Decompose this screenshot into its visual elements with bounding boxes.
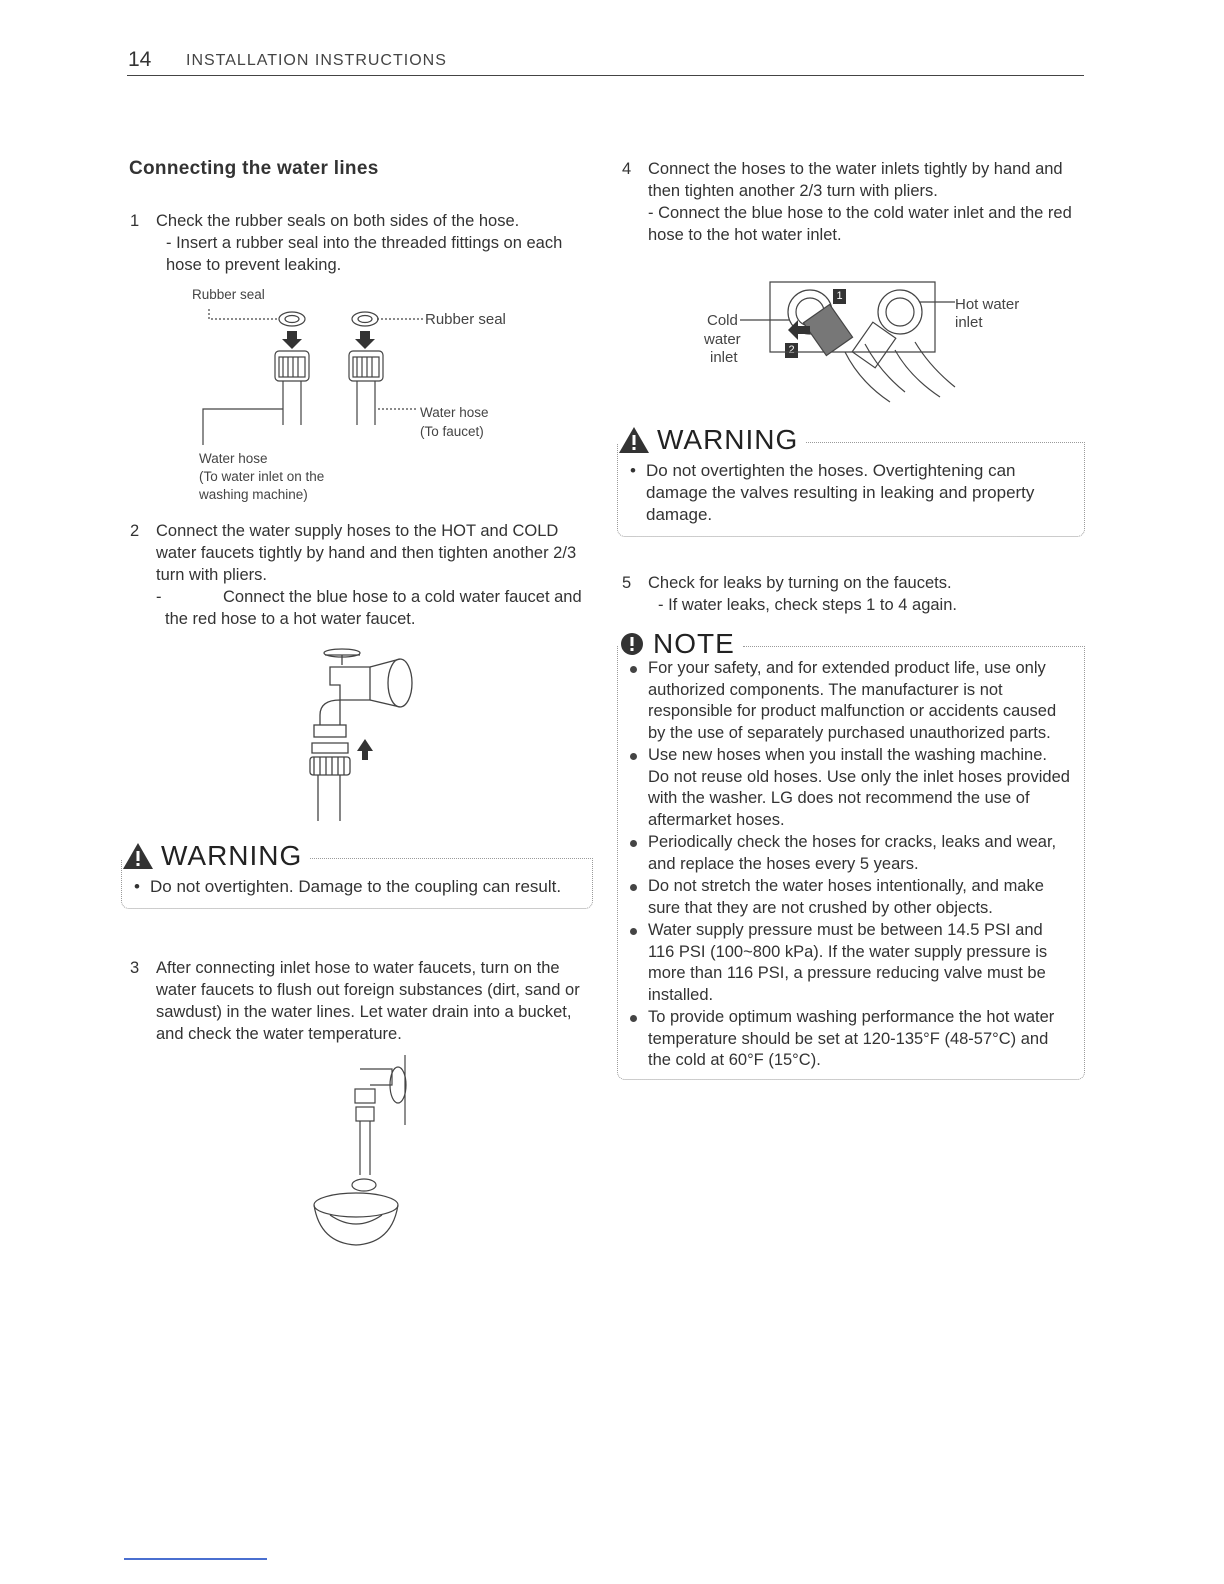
step-number: 2: [130, 522, 140, 540]
step-subtext: Connect the blue hose to a cold water faucet and the red hose to a hot water faucet.: [165, 588, 582, 628]
label-washing-machine: washing machine): [199, 487, 308, 502]
step-text: After connecting inlet hose to water faucets, turn on the water faucets to flush out foreign substances (dirt, sand or sawdust) in the water lines. Let water drain into a bucket, and check the water temperature.: [156, 959, 580, 1043]
note-item: Water supply pressure must be between 14.5 PSI and 116 PSI (100~800 kPa). If the water supply pressure is more than 116 PSI, a pressure reducing valve must be installed.: [622, 920, 1070, 1006]
step-number: 5: [622, 574, 632, 592]
hose-seal-diagram: [195, 295, 525, 445]
water-inlet-diagram: [740, 272, 960, 412]
step-text: Connect the water supply hoses to the HOT and COLD water faucets tightly by hand and then tighten another 2/3 turn with pliers.: [156, 522, 577, 584]
badge-step-2: 2: [785, 343, 798, 358]
note-box: [617, 628, 1085, 1080]
step-subtext: - Connect the blue hose to the cold water inlet and the red hose to the hot water inlet.: [648, 204, 1072, 244]
label-rubber-seal-left: Rubber seal: [192, 287, 265, 302]
warning-text: • Do not overtighten the hoses. Overtightening can damage the valves resulting in leaking and property damage.: [624, 460, 1070, 526]
step-subdash: -: [156, 588, 162, 606]
badge-step-1: 1: [833, 289, 846, 304]
note-item: Periodically check the hoses for cracks, leaks and wear, and replace the hoses every 5 years.: [622, 832, 1070, 875]
step-number: 3: [130, 959, 140, 977]
footer-rule: [124, 1558, 267, 1560]
step-subtext: - Insert a rubber seal into the threaded fittings on each hose to prevent leaking.: [166, 234, 563, 274]
step-3: [130, 957, 600, 1045]
warning-label: WARNING: [657, 424, 799, 455]
section-title: Connecting the water lines: [129, 158, 379, 179]
section-header: INSTALLATION INSTRUCTIONS: [186, 52, 447, 69]
bucket-diagram: [300, 1055, 420, 1245]
warning-box-right: [617, 424, 1085, 537]
warning-text: • Do not overtighten. Damage to the coupling can result.: [128, 876, 578, 898]
label-cold: Cold: [707, 312, 738, 329]
note-label: NOTE: [653, 628, 735, 659]
warning-label: WARNING: [161, 840, 303, 871]
note-item: Use new hoses when you install the washing machine. Do not reuse old hoses. Use only the inlet hoses provided with the washer. LG does not recommend the use of aftermarket hoses.: [622, 745, 1070, 831]
label-hot-water: Hot water: [955, 296, 1020, 313]
header-rule: [127, 75, 1084, 76]
step-2: [130, 520, 600, 628]
info-icon: [617, 629, 647, 659]
step-subtext: - If water leaks, check steps 1 to 4 again.: [658, 596, 957, 614]
warning-box-left: [121, 840, 593, 909]
label-water-hose-faucet: Water hose: [420, 405, 489, 420]
faucet-diagram: [300, 645, 430, 825]
warning-icon: [121, 841, 155, 871]
warning-icon: [617, 425, 651, 455]
step-number: 4: [622, 160, 632, 178]
note-item: For your safety, and for extended product life, use only authorized components. The manufacturer is not responsible for product malfunction or accidents caused by the use of separately purchased unauthorized parts.: [622, 658, 1070, 744]
step-1: [130, 210, 570, 276]
page-number: 14: [128, 48, 152, 71]
label-to-water-inlet: (To water inlet on the: [199, 469, 325, 484]
label-inlet: inlet: [710, 349, 738, 366]
label-water-hose-machine: Water hose: [199, 451, 268, 466]
step-5: [622, 572, 1092, 616]
note-item: To provide optimum washing performance the hot water temperature should be set at 120-135°F (48-57°C) and the cold at 60°F (15°C).: [622, 1007, 1070, 1072]
note-item: Do not stretch the water hoses intentionally, and make sure that they are not crushed by other objects.: [622, 876, 1070, 919]
step-number: 1: [130, 212, 140, 230]
step-4: [622, 158, 1092, 246]
step-text: Connect the hoses to the water inlets tightly by hand and then tighten another 2/3 turn with pliers.: [648, 160, 1063, 200]
label-water: water: [704, 331, 741, 348]
label-hot-inlet: inlet: [955, 314, 983, 331]
step-text: Check for leaks by turning on the faucets.: [648, 574, 952, 592]
label-rubber-seal-right: Rubber seal: [425, 311, 506, 328]
step-text: Check the rubber seals on both sides of the hose.: [156, 212, 520, 230]
label-to-faucet: (To faucet): [420, 424, 484, 439]
